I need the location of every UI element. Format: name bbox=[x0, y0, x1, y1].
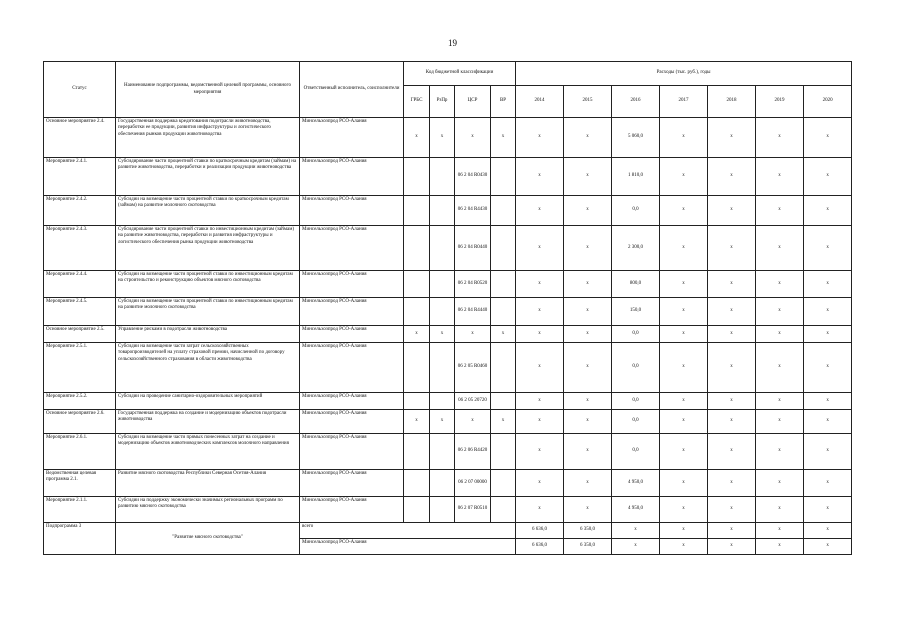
row-name: Государственная поддержка на создание и модернизацию объектов подотрасли животноводства bbox=[116, 410, 300, 434]
row-vr bbox=[491, 470, 516, 497]
row-status: Мероприятие 2.4.2. bbox=[44, 196, 116, 226]
row-executor: Минсельхозпрод РСО-Алания bbox=[300, 470, 404, 497]
row-value-2018: х bbox=[708, 393, 756, 410]
row-status: Мероприятие 2.5.2. bbox=[44, 393, 116, 410]
row-rzpr bbox=[430, 497, 455, 523]
table-row bbox=[44, 158, 852, 196]
row-value-2014: х bbox=[516, 298, 564, 326]
row-csr: 06 2 07 00000 bbox=[455, 470, 491, 497]
row-value-2018: х bbox=[708, 298, 756, 326]
row-value-2019: х bbox=[756, 271, 804, 298]
header-csr: ЦСР bbox=[455, 86, 491, 118]
header-year-2015: 2015 bbox=[564, 86, 612, 118]
row-value-2018: х bbox=[708, 326, 756, 343]
row-rzpr bbox=[430, 393, 455, 410]
row-grbs bbox=[404, 226, 430, 271]
row-grbs: х bbox=[404, 326, 430, 343]
table-row bbox=[44, 393, 852, 410]
ministry-value-2020: х bbox=[804, 539, 852, 555]
row-executor: Минсельхозпрод РСО-Алания bbox=[300, 393, 404, 410]
row-value-2016: 0,0 bbox=[612, 326, 660, 343]
row-rzpr bbox=[430, 434, 455, 470]
row-value-2017: х bbox=[660, 497, 708, 523]
row-status: Мероприятие 2.4.1. bbox=[44, 158, 116, 196]
row-status: Ведомственная целевая программа 2.1. bbox=[44, 470, 116, 497]
header-status: Статус bbox=[44, 62, 116, 118]
row-value-2015: х bbox=[564, 326, 612, 343]
total-value-2015: 6 350,0 bbox=[564, 523, 612, 539]
row-rzpr: х bbox=[430, 326, 455, 343]
row-value-2015: х bbox=[564, 497, 612, 523]
row-value-2014: х bbox=[516, 343, 564, 393]
row-value-2018: х bbox=[708, 410, 756, 434]
row-value-2017: х bbox=[660, 326, 708, 343]
row-vr: х bbox=[491, 410, 516, 434]
row-executor: Минсельхозпрод РСО-Алания bbox=[300, 410, 404, 434]
table-row bbox=[44, 470, 852, 497]
row-value-2020: х bbox=[804, 393, 852, 410]
row-csr: 06 2 05 R0460 bbox=[455, 343, 491, 393]
row-name: Субсидии на возмещение части процентной ставки по инвестиционным кредитам на развитие молочного скотоводства bbox=[116, 298, 300, 326]
row-value-2015: х bbox=[564, 298, 612, 326]
header-year-2019: 2019 bbox=[756, 86, 804, 118]
row-value-2020: х bbox=[804, 118, 852, 158]
row-grbs: х bbox=[404, 118, 430, 158]
row-name: Субсидии на поддержку экономически значимых региональных программ по развитию мясного скотоводства bbox=[116, 497, 300, 523]
row-name: Субсидирование части процентной ставки по краткосрочным кредитам (займам) на развитие животноводства, переработки и реализации продукции животноводства bbox=[116, 158, 300, 196]
total-value-2019: х bbox=[756, 523, 804, 539]
row-name: Субсидии на проведение санитарно-оздоровительных мероприятий bbox=[116, 393, 300, 410]
total-value-2016: х bbox=[612, 523, 660, 539]
total-value-2018: х bbox=[708, 523, 756, 539]
row-value-2016: 4 950,0 bbox=[612, 470, 660, 497]
row-status: Мероприятие 2.6.1. bbox=[44, 434, 116, 470]
row-rzpr bbox=[430, 298, 455, 326]
row-rzpr bbox=[430, 470, 455, 497]
row-status: Мероприятие 2.4.4. bbox=[44, 271, 116, 298]
row-vr bbox=[491, 271, 516, 298]
row-vr: х bbox=[491, 118, 516, 158]
row-value-2014: х bbox=[516, 226, 564, 271]
header-year-2018: 2018 bbox=[708, 86, 756, 118]
row-value-2016: 0,0 bbox=[612, 410, 660, 434]
row-value-2014: х bbox=[516, 196, 564, 226]
row-status: Мероприятие 2.4.5. bbox=[44, 298, 116, 326]
row-status: Мероприятие 2.1.1. bbox=[44, 497, 116, 523]
row-name: Государственная поддержка кредитования подотрасли животноводства, переработки ее продукции, развития инфраструктуры и логистического обеспечения рынков продукции животноводства bbox=[116, 118, 300, 158]
row-grbs: х bbox=[404, 410, 430, 434]
row-value-2019: х bbox=[756, 298, 804, 326]
row-value-2017: х bbox=[660, 196, 708, 226]
row-executor: Минсельхозпрод РСО-Алания bbox=[300, 326, 404, 343]
row-name: Субсидирование части процентной ставки по инвестиционным кредитам (займам) на развитие животноводства, переработки и развития инфраструктуры и логистического обеспечения рынка продукции животноводства bbox=[116, 226, 300, 271]
header-executor: Ответственный исполнитель, соисполнители bbox=[300, 62, 404, 118]
row-value-2016: 0,0 bbox=[612, 196, 660, 226]
row-vr bbox=[491, 158, 516, 196]
row-grbs bbox=[404, 196, 430, 226]
row-name: Субсидии на возмещение части процентной ставки по инвестиционным кредитам на строительство и реконструкцию объектов мясного скотоводства bbox=[116, 271, 300, 298]
row-value-2015: х bbox=[564, 434, 612, 470]
row-vr bbox=[491, 298, 516, 326]
row-vr bbox=[491, 393, 516, 410]
row-value-2019: х bbox=[756, 118, 804, 158]
row-value-2016: 5 060,0 bbox=[612, 118, 660, 158]
row-value-2019: х bbox=[756, 410, 804, 434]
row-csr: 06 2 04 R4440 bbox=[455, 298, 491, 326]
row-value-2018: х bbox=[708, 343, 756, 393]
row-value-2018: х bbox=[708, 118, 756, 158]
header-expenses: Расходы (тыс. руб.), годы bbox=[516, 62, 852, 86]
row-grbs bbox=[404, 470, 430, 497]
row-value-2020: х bbox=[804, 196, 852, 226]
table-row bbox=[44, 410, 852, 434]
row-value-2017: х bbox=[660, 434, 708, 470]
row-value-2017: х bbox=[660, 470, 708, 497]
row-value-2019: х bbox=[756, 326, 804, 343]
row-grbs bbox=[404, 343, 430, 393]
row-value-2020: х bbox=[804, 226, 852, 271]
row-value-2015: х bbox=[564, 158, 612, 196]
row-csr: 06 2 07 R0510 bbox=[455, 497, 491, 523]
subprogram-total-label: всего bbox=[300, 523, 516, 539]
row-value-2015: х bbox=[564, 343, 612, 393]
table-row bbox=[44, 343, 852, 393]
row-value-2019: х bbox=[756, 497, 804, 523]
row-status: Основное мероприятие 2.5. bbox=[44, 326, 116, 343]
row-value-2019: х bbox=[756, 393, 804, 410]
row-executor: Минсельхозпрод РСО-Алания bbox=[300, 343, 404, 393]
row-rzpr: х bbox=[430, 410, 455, 434]
row-value-2018: х bbox=[708, 434, 756, 470]
total-value-2014: 6 636,0 bbox=[516, 523, 564, 539]
row-name: Субсидии на возмещение части процентной ставки по краткосрочным кредитам (займам) на развитие молочного скотоводства bbox=[116, 196, 300, 226]
row-value-2015: х bbox=[564, 118, 612, 158]
row-csr: 06 2 05 20720 bbox=[455, 393, 491, 410]
row-status: Мероприятие 2.4.3. bbox=[44, 226, 116, 271]
ministry-value-2015: 6 350,0 bbox=[564, 539, 612, 555]
row-grbs bbox=[404, 434, 430, 470]
row-value-2016: 150,0 bbox=[612, 298, 660, 326]
row-value-2015: х bbox=[564, 226, 612, 271]
row-value-2018: х bbox=[708, 271, 756, 298]
row-value-2020: х bbox=[804, 410, 852, 434]
table-row bbox=[44, 497, 852, 523]
row-value-2017: х bbox=[660, 226, 708, 271]
row-grbs bbox=[404, 298, 430, 326]
budget-table bbox=[43, 61, 852, 555]
ministry-value-2014: 6 636,0 bbox=[516, 539, 564, 555]
header-year-2016: 2016 bbox=[612, 86, 660, 118]
table-row bbox=[44, 326, 852, 343]
row-value-2016: 0,0 bbox=[612, 343, 660, 393]
row-value-2017: х bbox=[660, 118, 708, 158]
row-value-2019: х bbox=[756, 158, 804, 196]
row-value-2014: х bbox=[516, 158, 564, 196]
table-row bbox=[44, 118, 852, 158]
row-vr bbox=[491, 343, 516, 393]
row-status: Мероприятие 2.5.1. bbox=[44, 343, 116, 393]
header-year-2020: 2020 bbox=[804, 86, 852, 118]
subprogram-name: "Развитие мясного скотоводства" bbox=[116, 523, 300, 555]
header-grbs: ГРБС bbox=[404, 86, 430, 118]
subprogram-total-row bbox=[44, 523, 852, 539]
row-name: Субсидии на возмещение части прямых понесенных затрат на создание и модернизацию объектов животноводческих комплексов молочного направления bbox=[116, 434, 300, 470]
page-number: 19 bbox=[448, 38, 457, 48]
row-value-2016: 1 810,0 bbox=[612, 158, 660, 196]
row-csr: 06 2 04 R4430 bbox=[455, 196, 491, 226]
row-value-2020: х bbox=[804, 298, 852, 326]
row-value-2019: х bbox=[756, 434, 804, 470]
row-value-2019: х bbox=[756, 470, 804, 497]
row-value-2014: х bbox=[516, 410, 564, 434]
table-row bbox=[44, 196, 852, 226]
row-vr bbox=[491, 196, 516, 226]
table-body bbox=[44, 118, 852, 555]
row-vr: х bbox=[491, 326, 516, 343]
row-status: Основное мероприятие 2.4. bbox=[44, 118, 116, 158]
row-name: Развитие мясного скотоводства Республики Северная Осетия-Алания bbox=[116, 470, 300, 497]
row-rzpr bbox=[430, 271, 455, 298]
row-executor: Минсельхозпрод РСО-Алания bbox=[300, 434, 404, 470]
ministry-value-2018: х bbox=[708, 539, 756, 555]
row-value-2020: х bbox=[804, 271, 852, 298]
row-rzpr: х bbox=[430, 118, 455, 158]
row-grbs bbox=[404, 497, 430, 523]
row-csr: х bbox=[455, 410, 491, 434]
row-executor: Минсельхозпрод РСО-Алания bbox=[300, 271, 404, 298]
header-budget-code: Код бюджетной классификации bbox=[404, 62, 516, 86]
row-value-2018: х bbox=[708, 226, 756, 271]
row-value-2020: х bbox=[804, 497, 852, 523]
row-value-2020: х bbox=[804, 434, 852, 470]
row-value-2020: х bbox=[804, 326, 852, 343]
row-vr bbox=[491, 226, 516, 271]
row-executor: Минсельхозпрод РСО-Алания bbox=[300, 298, 404, 326]
row-rzpr bbox=[430, 226, 455, 271]
row-csr: 06 2 04 R0520 bbox=[455, 271, 491, 298]
table-row bbox=[44, 434, 852, 470]
subprogram-status: Подпрограмма 3 bbox=[44, 523, 116, 555]
row-value-2015: х bbox=[564, 470, 612, 497]
row-value-2017: х bbox=[660, 410, 708, 434]
ministry-value-2019: х bbox=[756, 539, 804, 555]
row-value-2020: х bbox=[804, 343, 852, 393]
row-executor: Минсельхозпрод РСО-Алания bbox=[300, 158, 404, 196]
row-grbs bbox=[404, 393, 430, 410]
row-value-2014: х bbox=[516, 393, 564, 410]
row-value-2016: 2 300,0 bbox=[612, 226, 660, 271]
row-executor: Минсельхозпрод РСО-Алания bbox=[300, 118, 404, 158]
row-vr bbox=[491, 497, 516, 523]
row-rzpr bbox=[430, 158, 455, 196]
table-row bbox=[44, 226, 852, 271]
row-value-2016: 0,0 bbox=[612, 393, 660, 410]
row-executor: Минсельхозпрод РСО-Алания bbox=[300, 226, 404, 271]
row-value-2019: х bbox=[756, 343, 804, 393]
row-value-2020: х bbox=[804, 158, 852, 196]
row-value-2017: х bbox=[660, 393, 708, 410]
row-value-2015: х bbox=[564, 271, 612, 298]
row-value-2018: х bbox=[708, 497, 756, 523]
row-executor: Минсельхозпрод РСО-Алания bbox=[300, 497, 404, 523]
row-csr: х bbox=[455, 326, 491, 343]
row-value-2016: 800,0 bbox=[612, 271, 660, 298]
ministry-value-2016: х bbox=[612, 539, 660, 555]
row-value-2014: х bbox=[516, 118, 564, 158]
row-value-2014: х bbox=[516, 497, 564, 523]
row-value-2017: х bbox=[660, 298, 708, 326]
row-value-2014: х bbox=[516, 326, 564, 343]
row-value-2015: х bbox=[564, 196, 612, 226]
row-grbs bbox=[404, 271, 430, 298]
row-value-2015: х bbox=[564, 410, 612, 434]
header-year-2014: 2014 bbox=[516, 86, 564, 118]
row-value-2017: х bbox=[660, 158, 708, 196]
row-value-2020: х bbox=[804, 470, 852, 497]
ministry-value-2017: х bbox=[660, 539, 708, 555]
row-value-2018: х bbox=[708, 470, 756, 497]
row-value-2014: х bbox=[516, 470, 564, 497]
row-value-2018: х bbox=[708, 158, 756, 196]
table-row bbox=[44, 298, 852, 326]
row-vr bbox=[491, 434, 516, 470]
row-csr: х bbox=[455, 118, 491, 158]
row-rzpr bbox=[430, 196, 455, 226]
header-rzpr: РзПр bbox=[430, 86, 455, 118]
row-csr: 06 2 04 R0440 bbox=[455, 226, 491, 271]
row-value-2018: х bbox=[708, 196, 756, 226]
row-rzpr bbox=[430, 343, 455, 393]
total-value-2020: х bbox=[804, 523, 852, 539]
row-value-2014: х bbox=[516, 434, 564, 470]
row-value-2017: х bbox=[660, 271, 708, 298]
subprogram-executor: Минсельхозпрод РСО-Алания bbox=[300, 539, 516, 555]
row-value-2016: 4 950,0 bbox=[612, 497, 660, 523]
row-executor: Минсельхозпрод РСО-Алания bbox=[300, 196, 404, 226]
row-grbs bbox=[404, 158, 430, 196]
row-value-2014: х bbox=[516, 271, 564, 298]
header-vr: ВР bbox=[491, 86, 516, 118]
row-value-2016: 0,0 bbox=[612, 434, 660, 470]
row-csr: 06 2 04 R0430 bbox=[455, 158, 491, 196]
row-value-2015: х bbox=[564, 393, 612, 410]
row-value-2019: х bbox=[756, 226, 804, 271]
row-csr: 06 2 06 R4420 bbox=[455, 434, 491, 470]
row-name: Управление рисками в подотрасли животноводства bbox=[116, 326, 300, 343]
row-value-2017: х bbox=[660, 343, 708, 393]
total-value-2017: х bbox=[660, 523, 708, 539]
header-name: Наименование подпрограммы, ведомственной целевой программы, основного мероприятия bbox=[116, 62, 300, 118]
header-year-2017: 2017 bbox=[660, 86, 708, 118]
row-value-2019: х bbox=[756, 196, 804, 226]
row-name: Субсидии на возмещение части затрат сельскохозяйственных товаропроизводителей на уплату страховой премии, начисленной по договору сельскохозяйственного страхования в области животноводства bbox=[116, 343, 300, 393]
row-status: Основное мероприятие 2.6. bbox=[44, 410, 116, 434]
table-row bbox=[44, 271, 852, 298]
